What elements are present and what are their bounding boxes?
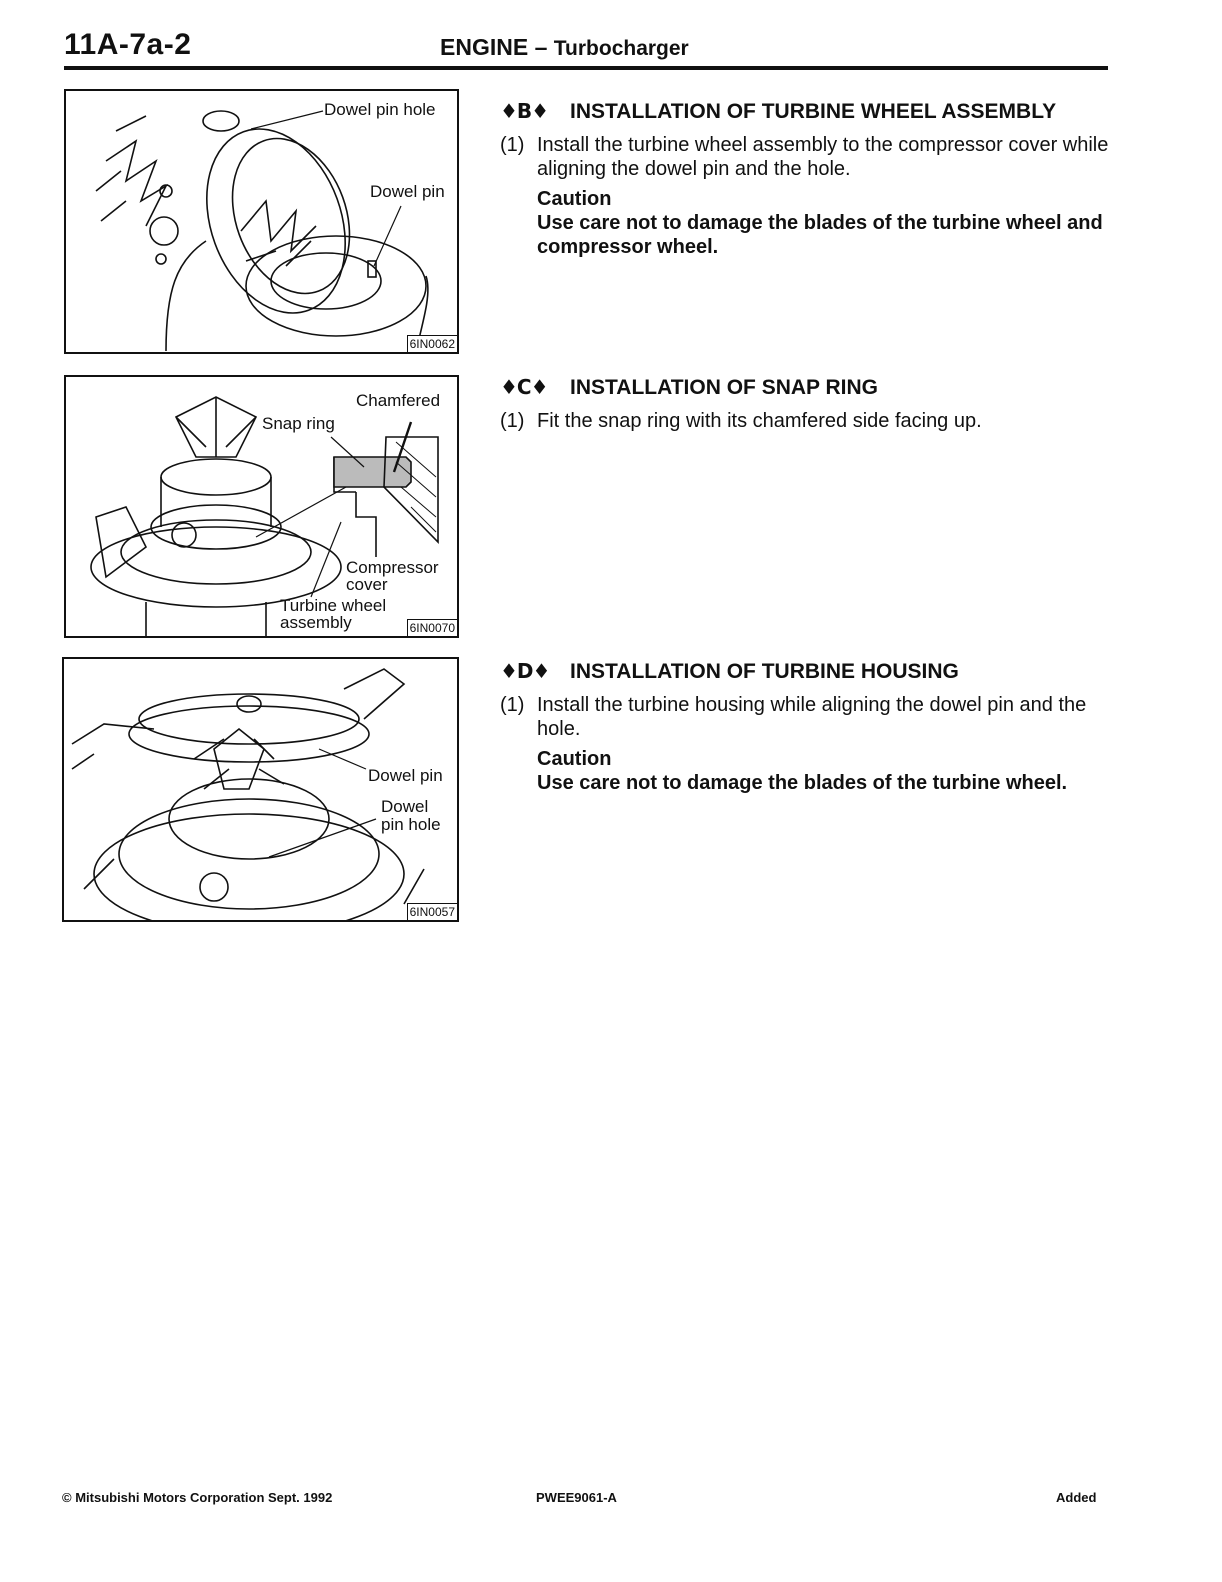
step-item	[500, 693, 1110, 741]
label-compressor: Compressor	[346, 558, 439, 577]
caution-text: Use care not to damage the blades of the turbine wheel.	[537, 772, 1068, 794]
label-cover: cover	[346, 575, 388, 594]
step-text: Install the turbine wheel assembly to the compressor cover while aligning the dowel pin and the hole.	[537, 134, 1109, 180]
section-heading	[500, 374, 1110, 401]
label-dowel-pin-hole: Dowel pin hole	[324, 100, 436, 119]
section-marker: ♦D♦	[500, 659, 550, 683]
footer-copyright: © Mitsubishi Motors Corporation Sept. 1992	[62, 1490, 333, 1505]
step-number: (1)	[500, 134, 525, 156]
caution-title: Caution	[537, 188, 612, 210]
caution-block	[537, 187, 1110, 259]
title-dash: –	[528, 34, 554, 60]
label-assembly: assembly	[280, 613, 352, 632]
caution-block	[537, 747, 1110, 795]
page-title	[440, 34, 689, 61]
footer-status: Added	[1056, 1490, 1097, 1505]
section-heading	[500, 658, 1110, 685]
label-pin-hole: pin hole	[381, 815, 441, 834]
section-turbine-housing	[500, 658, 1110, 795]
section-marker: ♦C♦	[500, 375, 548, 399]
step-item	[500, 409, 1110, 433]
figure-snap-ring	[64, 375, 459, 638]
label-dowel-pin: Dowel pin	[370, 182, 445, 201]
label-snap-ring: Snap ring	[262, 414, 335, 433]
label-dowel-pin: Dowel pin	[368, 766, 443, 785]
label-turbine-wheel: Turbine wheel	[280, 596, 387, 615]
footer-doc-code: PWEE9061-A	[536, 1490, 617, 1505]
section-title: INSTALLATION OF SNAP RING	[570, 376, 878, 399]
step-item	[500, 133, 1110, 181]
section-marker: ♦B♦	[500, 99, 549, 123]
title-sub: Turbocharger	[553, 37, 689, 60]
title-main: ENGINE	[440, 34, 529, 60]
section-snap-ring	[500, 374, 1110, 433]
section-turbine-wheel-assembly	[500, 98, 1110, 259]
turbine-housing-illustration	[64, 659, 459, 922]
caution-title: Caution	[537, 748, 612, 770]
label-dowel: Dowel	[381, 797, 429, 816]
step-text: Fit the snap ring with its chamfered side facing up.	[537, 410, 982, 432]
step-text: Install the turbine housing while aligning the dowel pin and the hole.	[537, 694, 1087, 740]
caution-text: Use care not to damage the blades of the turbine wheel and compressor wheel.	[537, 212, 1103, 258]
turbine-wheel-assembly-illustration	[66, 91, 459, 354]
figure-turbine-housing	[62, 657, 459, 922]
header-rule	[64, 66, 1108, 70]
figure-id: 6IN0062	[407, 335, 457, 352]
step-number: (1)	[500, 694, 525, 716]
figure-id: 6IN0057	[407, 903, 457, 920]
figure-id: 6IN0070	[407, 619, 457, 636]
step-number: (1)	[500, 410, 525, 432]
section-title: INSTALLATION OF TURBINE WHEEL ASSEMBLY	[570, 100, 1057, 123]
section-heading	[500, 98, 1110, 125]
page-number: 11A-7a-2	[64, 28, 192, 61]
section-title: INSTALLATION OF TURBINE HOUSING	[570, 660, 959, 683]
figure-turbine-wheel-assembly	[64, 89, 459, 354]
label-chamfered: Chamfered	[356, 391, 441, 410]
